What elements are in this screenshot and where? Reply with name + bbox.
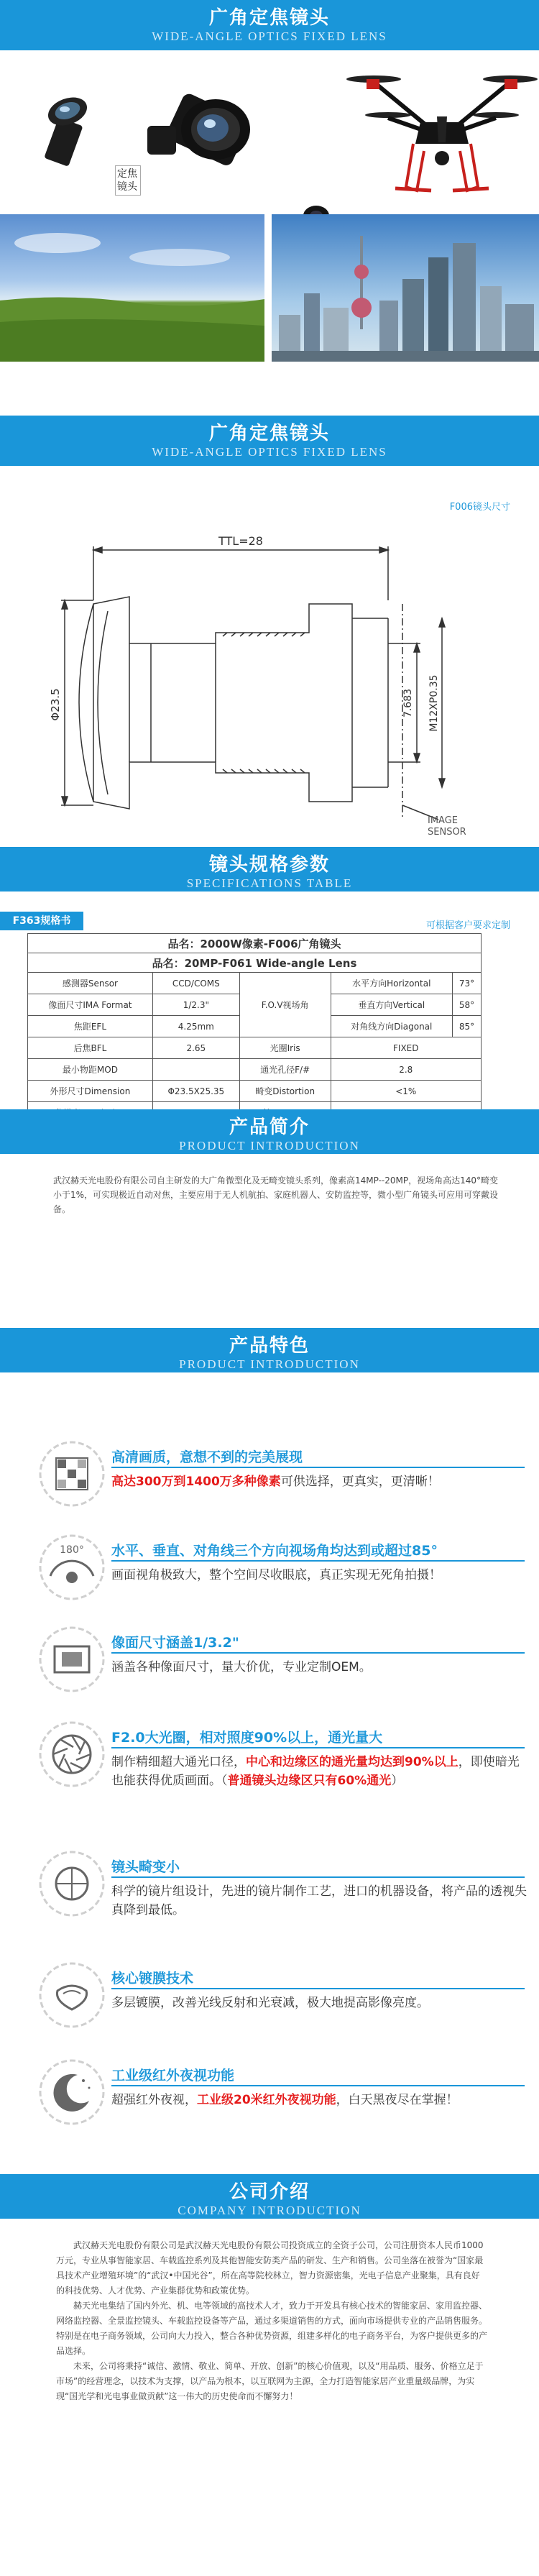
features-banner [0,1328,539,1372]
table-row: 焦距EFL 4.25mm 对角线方向Diagonal 85° [28,1016,482,1037]
svg-text:180°: 180° [60,1544,84,1556]
feature-body: 多层镀膜，改善光线反射和光衰减，极大地提高影像亮度。 [111,1996,429,2010]
feature-divider [111,1560,525,1562]
feature-item [36,2056,525,2135]
table-row: 像面尺寸IMA Format 1/2.3" 垂直方向Vertical 58° [28,994,482,1016]
table-row: 感测器Sensor CCD/COMS F.O.V视场角 水平方向Horizontal 73° [28,973,482,994]
company-introduction [56,2238,487,2404]
dim-bfl-label: 7.683 [402,688,414,718]
feature-title: F2.0大光圈，相对照度90%以上，通光量大 [111,1730,383,1746]
feature-body: 科学的镜片组设计，先进的镜片制作工艺，进口的机器设备，将产品的透视失真降到最低。 [111,1884,527,1917]
intro-paragraph: 武汉赫天光电股份有限公司自主研发的大广角微型化及无畸变镜头系列，像素高14MP--20MP，视场角高达140°畸变小于1%，可实现极近自动对焦，主要应用于无人机航拍、家庭机器人、安防监控等，微小型广角镜头可应用可穿戴设备。 [53,1175,499,1214]
city-skyline-photo [272,214,539,362]
feature-divider [111,1988,525,1989]
feature-title: 像面尺寸涵盖1/3.2" [111,1635,239,1651]
company-paragraph: 武汉赫天光电股份有限公司是武汉赫天光电股份有限公司投资成立的全资子公司，公司注册资本人民币1000万元，专业从事智能家居、车载监控系列及其他智能安防类产品的研发、生产和销售。公司坐落在被誉为“国家最具技术产业增殖环境”的“武汉•中国光谷”，所在高等院校林立，智力资源密集，光电子信息产业聚集，具有良好的科技优势、人才优势、产业集群优势和政策优势。 [56,2240,484,2296]
custom-note: 可根据客户要求定制 [425,920,510,931]
company-paragraph: 未来，公司将秉持“诚信、激情、敬业、简单、开放、创新”的核心价值观，以及“用品质、服务、价格立足于市场”的经营理念，以技术为支撑，以产品为根本，以互联网为主源，全力打造智能家居产业重量级品牌，为实现“国光学和光电事业做贡献”这一伟大的历史使命而不懈努力！ [56,2361,484,2401]
pixel-grid-icon [36,1438,108,1510]
feature-title: 高清画质，意想不到的完美展现 [111,1449,303,1465]
banner-subtitle: COMPANY INTRODUCTION [178,2204,361,2217]
sensor-label-line2: SENSOR [428,827,466,838]
banner-subtitle: PRODUCT INTRODUCTION [179,1357,360,1371]
banner-subtitle: PRODUCT INTRODUCTION [179,1139,360,1152]
spec-table [27,933,482,1124]
feature-item [36,1718,525,1826]
top-banner [0,0,539,50]
banner-title: 广角定焦镜头 [208,423,330,444]
aperture-icon [36,1718,108,1790]
banner-title: 广角定焦镜头 [208,7,330,29]
spec-title-en: 品名：20MP-F061 Wide-angle Lens [28,953,482,973]
lens-illustration [0,50,345,208]
feature-body: 涵盖各种像面尺寸，量大价优，专业定制OEM。 [111,1660,372,1674]
table-row: 后焦BFL 2.65 光圈Iris FIXED [28,1037,482,1059]
grassland-illustration [0,214,264,362]
feature-item [36,1623,525,1702]
drone-photo [345,50,539,208]
table-row: 最小物距MOD 通光孔径F/# 2.8 [28,1059,482,1081]
company-banner [0,2174,539,2219]
feature-divider [111,1747,525,1748]
sensor-label-line1: IMAGE [428,815,459,826]
feature-item [36,1438,525,1517]
banner-subtitle: WIDE-ANGLE OPTICS FIXED LENS [152,29,387,43]
feature-divider [111,1652,525,1654]
skyline-illustration [272,214,539,362]
specs-banner [0,847,539,891]
banner-title: 产品特色 [229,1335,310,1357]
feature-body: 高达300万到1400万多种像素可供选择，更真实，更清晰！ [111,1475,440,1489]
spec-title-cn: 品名：2000W像素-F006广角镜头 [28,934,482,953]
fov-180-icon [36,1531,108,1603]
drawing-caption: F006镜头尺寸 [449,502,510,513]
intro-banner [0,1109,539,1154]
distortion-icon [36,1848,108,1920]
lens-product-photo [0,50,345,208]
feature-item [36,1848,525,1934]
feature-divider [111,1467,525,1468]
table-row: 外形尺寸Dimension Φ23.5X25.35 畸变Distortion <1% [28,1081,482,1102]
drone-illustration [345,50,539,208]
feature-title: 水平、垂直、对角线三个方向视场角均达到或超过85° [111,1543,438,1559]
lens-section-banner [0,416,539,466]
banner-subtitle: SPECIFICATIONS TABLE [186,876,353,890]
feature-item [36,1959,525,2038]
lens-label: 定焦 镜头 [115,165,141,196]
sensor-size-icon [36,1623,108,1695]
lens-dimension-drawing [50,518,496,841]
feature-title: 工业级红外夜视功能 [111,2068,235,2084]
feature-body: 画面视角极致大，整个空间尽收眼底，真正实现无死角拍摄！ [111,1568,441,1582]
company-paragraph: 赫天光电集结了国内外光、机、电等领域的高技术人才，致力于开发具有核心技术的智能家居、家用监控器、网络监控器、全景监控镜头、车载监控设备等产品，通过多渠道销售的方式，面向市场提供专业的产品销售服务。特别是在电子商务领域，公司向大力投入，整合各种优势资源，组建多样化的电子商务平台，为客户提供更多的产品选择。 [56,2301,488,2356]
grassland-photo [0,214,264,362]
feature-body: 制作精细超大通光口径，中心和边缘区的通光量均达到90%以上，即使暗光也能获得优质画面。（普通镜头边缘区只有60%通光） [111,1755,520,1788]
feature-divider [111,1876,525,1878]
dim-mount-label: M12XP0.35 [428,674,440,732]
feature-divider [111,2085,525,2086]
dim-diameter-label: Φ23.5 [49,688,62,721]
feature-title: 核心镀膜技术 [111,1971,194,1986]
feature-title: 镜头畸变小 [111,1859,180,1875]
banner-title: 公司介绍 [229,2181,310,2203]
coating-icon [36,1959,108,2031]
banner-subtitle: WIDE-ANGLE OPTICS FIXED LENS [152,445,387,459]
banner-title: 镜头规格参数 [208,854,330,876]
model-tag: F363规格书 [0,912,83,930]
banner-title: 产品简介 [229,1117,310,1138]
feature-body: 超强红外夜视，工业级20米红外夜视功能，白天黑夜尽在掌握！ [111,2093,459,2107]
dim-ttl-label: TTL=28 [218,534,263,548]
feature-item [36,1531,525,1610]
night-vision-icon [36,2056,108,2128]
